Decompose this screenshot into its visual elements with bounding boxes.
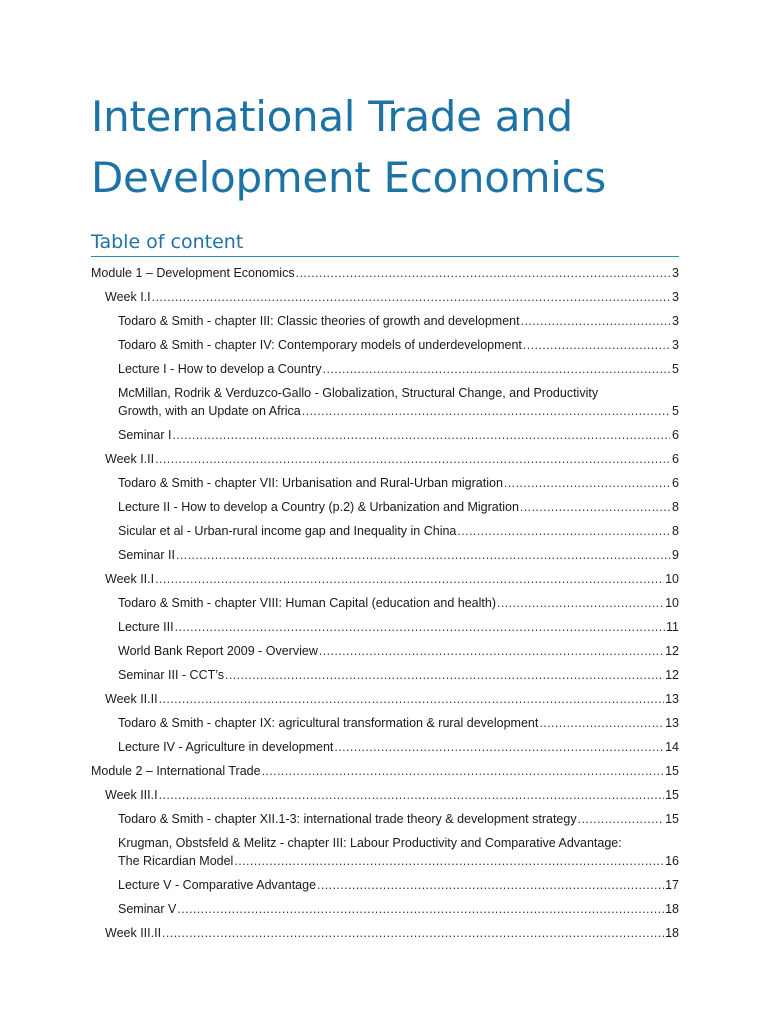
toc-page-number: 6 bbox=[672, 428, 679, 442]
toc-page-number: 5 bbox=[672, 404, 679, 418]
toc-entry-item[interactable] bbox=[91, 834, 679, 870]
toc-entry-row bbox=[118, 666, 679, 684]
toc-entry-row bbox=[105, 786, 679, 804]
toc-page-number: 9 bbox=[672, 548, 679, 562]
toc-entry-item[interactable] bbox=[91, 642, 679, 660]
toc-entry-item[interactable] bbox=[91, 594, 679, 612]
toc-page-number: 3 bbox=[672, 290, 679, 304]
toc-entry-row bbox=[118, 498, 679, 516]
toc-entry-item[interactable] bbox=[91, 738, 679, 756]
toc-entry-row bbox=[118, 522, 679, 540]
toc-entry-week[interactable] bbox=[91, 924, 679, 942]
toc-entry-row bbox=[105, 570, 679, 588]
toc-dot-leader bbox=[520, 498, 670, 516]
toc-dot-leader bbox=[319, 642, 664, 660]
toc-entry-label: Todaro & Smith - chapter XII.1-3: international trade theory & development strategy bbox=[118, 812, 577, 826]
toc-entry-item[interactable] bbox=[91, 312, 679, 330]
toc-entry-week[interactable] bbox=[91, 450, 679, 468]
toc-dot-leader bbox=[296, 264, 670, 282]
toc-entry-label-line-1: Krugman, Obstsfeld & Melitz - chapter III: Labour Productivity and Comparative Advantage: bbox=[118, 836, 622, 850]
toc-entry-row bbox=[105, 690, 679, 708]
toc-page-number: 10 bbox=[665, 596, 679, 610]
toc-page-number: 11 bbox=[666, 620, 679, 634]
toc-page-number: 13 bbox=[665, 692, 679, 706]
toc-page-number: 8 bbox=[672, 500, 679, 514]
toc-entry-label: Sicular et al - Urban-rural income gap and Inequality in China bbox=[118, 524, 457, 538]
toc-dot-leader bbox=[578, 810, 665, 828]
toc-entry-row bbox=[118, 876, 679, 894]
toc-dot-leader bbox=[317, 876, 664, 894]
toc-entry-label: Todaro & Smith - chapter VII: Urbanisation and Rural-Urban migration bbox=[118, 476, 503, 490]
toc-entry-label-line-1: McMillan, Rodrik & Verduzco-Gallo - Globalization, Structural Change, and Productivity bbox=[118, 386, 599, 400]
toc-entry-label: Week III.I bbox=[105, 788, 158, 802]
toc-entry-row bbox=[105, 450, 679, 468]
toc-page-number: 3 bbox=[672, 338, 679, 352]
toc-entry-label: Lecture V - Comparative Advantage bbox=[118, 878, 317, 892]
toc-entry-row bbox=[105, 924, 679, 942]
toc-entry-label: Week I.I bbox=[105, 290, 151, 304]
toc-page-number: 15 bbox=[665, 812, 679, 826]
toc-page-number: 13 bbox=[665, 716, 679, 730]
toc-dot-leader bbox=[523, 336, 670, 354]
toc-dot-leader bbox=[234, 852, 664, 870]
toc-entry-row bbox=[118, 474, 679, 492]
toc-entry-week[interactable] bbox=[91, 288, 679, 306]
toc-entry-label: Todaro & Smith - chapter IX: agricultural transformation & rural development bbox=[118, 716, 539, 730]
toc-entry-label: Week III.II bbox=[105, 926, 162, 940]
toc-entry-label: Week II.I bbox=[105, 572, 155, 586]
toc-entry-label: Seminar I bbox=[118, 428, 172, 442]
toc-entry-label: Growth, with an Update on Africa bbox=[118, 404, 301, 418]
toc-page-number: 17 bbox=[665, 878, 679, 892]
toc-entry-item[interactable] bbox=[91, 714, 679, 732]
toc-entry-label: Todaro & Smith - chapter VIII: Human Capital (education and health) bbox=[118, 596, 496, 610]
toc-dot-leader bbox=[302, 402, 670, 420]
toc-entry-row bbox=[118, 402, 679, 420]
toc-dot-leader bbox=[504, 474, 670, 492]
toc-dot-leader bbox=[155, 570, 664, 588]
toc-entry-label: Week II.II bbox=[105, 692, 158, 706]
toc-entry-label: Lecture IV - Agriculture in development bbox=[118, 740, 334, 754]
toc-entry-item[interactable] bbox=[91, 618, 679, 636]
toc-page-number: 18 bbox=[665, 902, 679, 916]
toc-page-number: 12 bbox=[665, 644, 679, 658]
table-of-contents bbox=[91, 258, 679, 942]
toc-entry-item[interactable] bbox=[91, 666, 679, 684]
toc-entry-row bbox=[118, 900, 679, 918]
toc-entry-row bbox=[105, 288, 679, 306]
toc-dot-leader bbox=[159, 786, 665, 804]
toc-entry-item[interactable] bbox=[91, 498, 679, 516]
toc-entry-row bbox=[118, 360, 679, 378]
toc-entry-row bbox=[118, 852, 679, 870]
toc-entry-row bbox=[118, 642, 679, 660]
toc-entry-label: Module 2 – International Trade bbox=[91, 764, 261, 778]
toc-entry-item[interactable] bbox=[91, 384, 679, 420]
toc-entry-item[interactable] bbox=[91, 546, 679, 564]
toc-entry-week[interactable] bbox=[91, 786, 679, 804]
toc-entry-row bbox=[118, 426, 679, 444]
document-title-line-2: Development Economics bbox=[91, 153, 606, 202]
toc-entry-label: Lecture III bbox=[118, 620, 174, 634]
toc-page-number: 3 bbox=[672, 266, 679, 280]
toc-entry-row bbox=[118, 714, 679, 732]
toc-entry-row bbox=[118, 312, 679, 330]
toc-dot-leader bbox=[334, 738, 664, 756]
toc-page-number: 3 bbox=[672, 314, 679, 328]
toc-dot-leader bbox=[162, 924, 664, 942]
toc-entry-row bbox=[91, 264, 679, 282]
toc-entry-row bbox=[118, 594, 679, 612]
document-title-line-1: International Trade and bbox=[91, 92, 573, 141]
toc-entry-module[interactable] bbox=[91, 264, 679, 282]
toc-entry-label: World Bank Report 2009 - Overview bbox=[118, 644, 318, 658]
toc-page-number: 14 bbox=[665, 740, 679, 754]
toc-entry-week[interactable] bbox=[91, 690, 679, 708]
toc-entry-module[interactable] bbox=[91, 762, 679, 780]
toc-dot-leader bbox=[177, 900, 664, 918]
toc-dot-leader bbox=[497, 594, 664, 612]
toc-dot-leader bbox=[262, 762, 665, 780]
toc-entry-label: Seminar II bbox=[118, 548, 175, 562]
toc-entry-row bbox=[91, 762, 679, 780]
toc-page-number: 6 bbox=[672, 476, 679, 490]
toc-page-number: 16 bbox=[665, 854, 679, 868]
toc-heading: Table of content bbox=[91, 231, 244, 253]
toc-divider bbox=[91, 256, 679, 257]
toc-entry-item[interactable] bbox=[91, 474, 679, 492]
toc-page-number: 15 bbox=[665, 764, 679, 778]
toc-entry-label: Todaro & Smith - chapter IV: Contemporary models of underdevelopment bbox=[118, 338, 522, 352]
toc-dot-leader bbox=[175, 618, 665, 636]
toc-entry-label: Lecture II - How to develop a Country (p.2) & Urbanization and Migration bbox=[118, 500, 519, 514]
toc-entry-label: The Ricardian Model bbox=[118, 854, 234, 868]
toc-dot-leader bbox=[225, 666, 664, 684]
toc-entry-week[interactable] bbox=[91, 570, 679, 588]
toc-dot-leader bbox=[521, 312, 670, 330]
toc-dot-leader bbox=[173, 426, 671, 444]
toc-entry-row bbox=[118, 810, 679, 828]
toc-entry-item[interactable] bbox=[91, 900, 679, 918]
toc-dot-leader bbox=[323, 360, 670, 378]
toc-page-number: 12 bbox=[665, 668, 679, 682]
toc-page-number: 5 bbox=[672, 362, 679, 376]
toc-entry-row bbox=[118, 618, 679, 636]
toc-page-number: 10 bbox=[665, 572, 679, 586]
toc-dot-leader bbox=[176, 546, 670, 564]
toc-dot-leader bbox=[152, 288, 670, 306]
document-title bbox=[91, 86, 711, 208]
toc-entry-label: Module 1 – Development Economics bbox=[91, 266, 295, 280]
toc-entry-label: Seminar III - CCT’s bbox=[118, 668, 225, 682]
toc-entry-row bbox=[118, 738, 679, 756]
toc-dot-leader bbox=[539, 714, 664, 732]
toc-page-number: 6 bbox=[672, 452, 679, 466]
toc-dot-leader bbox=[155, 450, 670, 468]
toc-entry-row bbox=[118, 546, 679, 564]
toc-entry-item[interactable] bbox=[91, 522, 679, 540]
toc-dot-leader bbox=[159, 690, 665, 708]
toc-entry-item[interactable] bbox=[91, 810, 679, 828]
toc-entry-label: Seminar V bbox=[118, 902, 177, 916]
toc-entry-item[interactable] bbox=[91, 426, 679, 444]
toc-entry-item[interactable] bbox=[91, 336, 679, 354]
toc-page-number: 18 bbox=[665, 926, 679, 940]
toc-entry-item[interactable] bbox=[91, 360, 679, 378]
toc-entry-item[interactable] bbox=[91, 876, 679, 894]
toc-entry-label: Week I.II bbox=[105, 452, 155, 466]
toc-page-number: 15 bbox=[665, 788, 679, 802]
toc-entry-label: Todaro & Smith - chapter III: Classic theories of growth and development bbox=[118, 314, 520, 328]
toc-page-number: 8 bbox=[672, 524, 679, 538]
toc-entry-row bbox=[118, 336, 679, 354]
toc-entry-label: Lecture I - How to develop a Country bbox=[118, 362, 322, 376]
toc-dot-leader bbox=[457, 522, 670, 540]
